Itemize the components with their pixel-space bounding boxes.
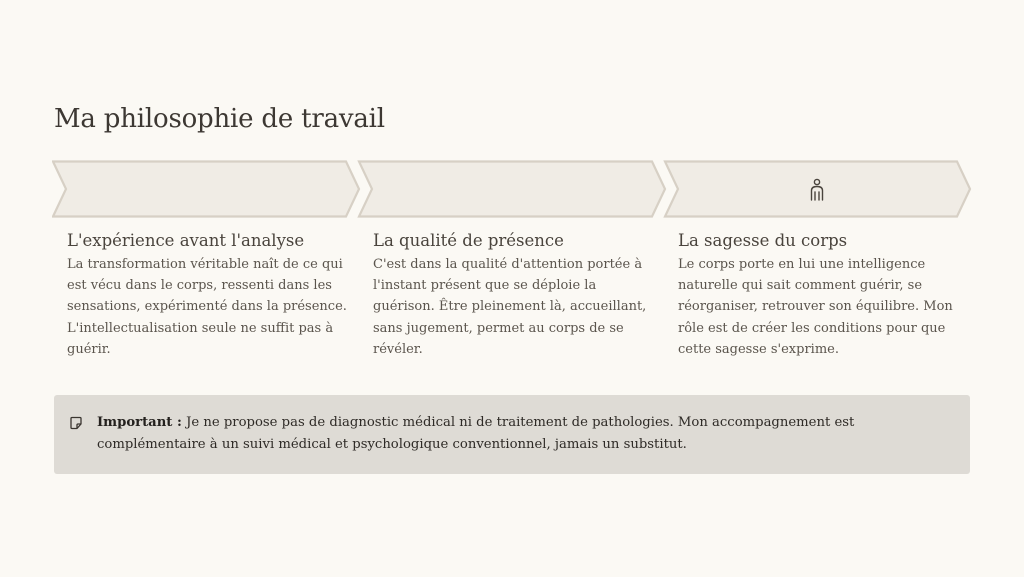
column-text: La transformation véritable naît de ce qui est vécu dans le corps, ressenti dans les sensations, expérimenté dans la présence. L'intellectualisation seule ne suffit pas à guérir. <box>67 257 347 357</box>
step-chevron-1 <box>53 162 359 217</box>
note-text <box>97 412 959 455</box>
page-title: Ma philosophie de travail <box>54 104 385 134</box>
column-text: C'est dans la qualité d'attention portée à l'instant présent que se déploie la guérison. Être pleinement là, accueillant, sans jugement, permet au corps de se révéler. <box>373 257 647 357</box>
column-title: La sagesse du corps <box>678 231 848 250</box>
note-icon <box>69 416 83 430</box>
note-label: Important : <box>97 415 182 430</box>
note-body: Je ne propose pas de diagnostic médical ni de traitement de pathologies. Mon accompagnement est complémentaire à un suivi médical et psychologique conventionnel, jamais un substitut. <box>97 415 855 452</box>
philosophy-column-body-wisdom <box>678 230 963 360</box>
philosophy-column-presence <box>373 230 658 360</box>
column-title: La qualité de présence <box>373 231 564 250</box>
column-title: L'expérience avant l'analyse <box>67 231 305 250</box>
philosophy-column-experience <box>67 230 352 360</box>
step-chevron-2 <box>359 162 665 217</box>
column-text: Le corps porte en lui une intelligence naturelle qui sait comment guérir, se réorganiser, retrouver son équilibre. Mon rôle est de créer les conditions pour que cette sagesse s'exprime. <box>678 257 953 357</box>
person-icon <box>807 178 827 202</box>
important-note <box>54 395 970 474</box>
process-steps <box>52 160 976 220</box>
chevron-steps <box>52 160 976 220</box>
